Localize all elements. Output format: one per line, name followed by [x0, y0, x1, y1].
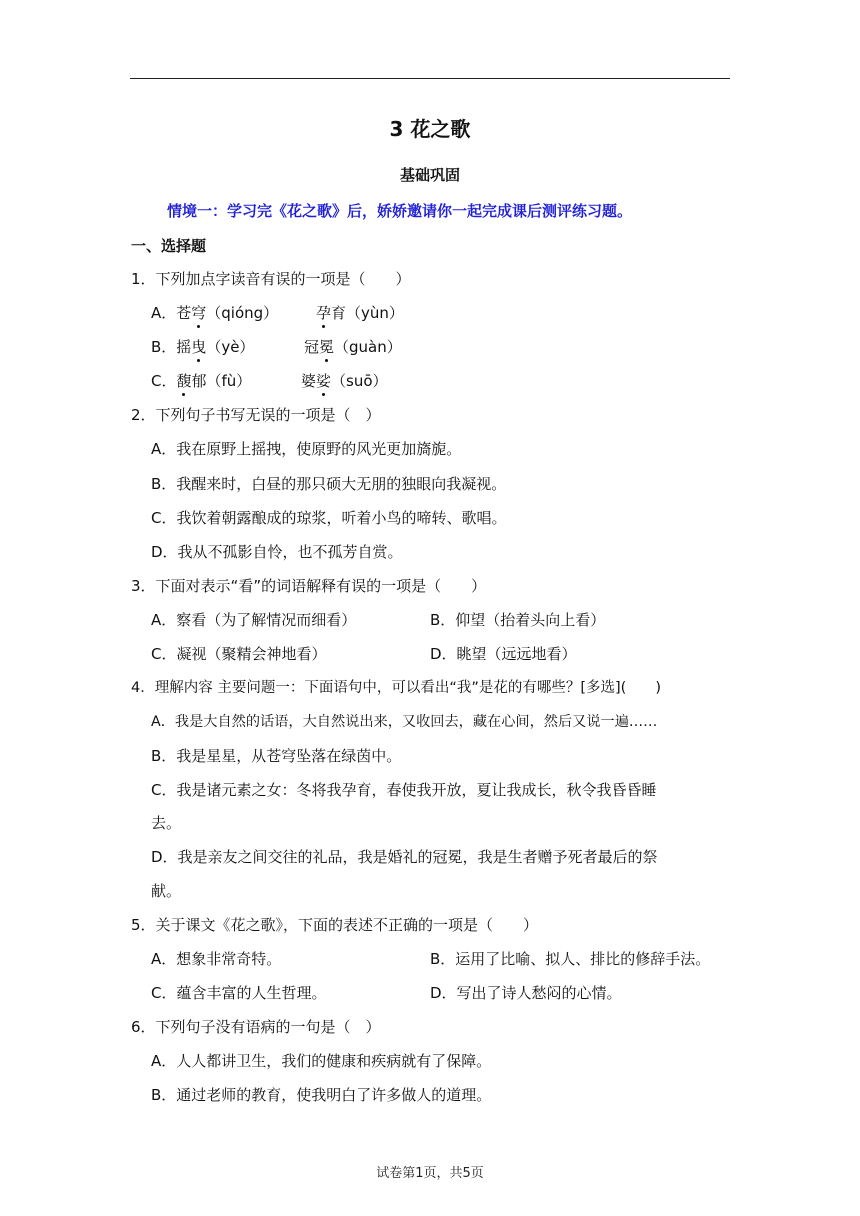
- question-3-option-d: D．眺望（远远地看）: [430, 645, 577, 663]
- option-text: C．: [151, 372, 177, 390]
- question-6-option-a: A．人人都讲卫生，我们的健康和疾病就有了保障。: [151, 1052, 492, 1070]
- question-3-option-b: B．仰望（抬着头向上看）: [430, 611, 606, 629]
- dotted-char: 穹: [191, 304, 207, 322]
- option-text: A．苍: [151, 304, 192, 322]
- question-1-option-a1: [151, 303, 278, 323]
- question-2-option-a: A．我在原野上摇拽，使原野的风光更加旖旎。: [151, 440, 462, 458]
- question-5-option-d: D．写出了诗人愁闷的心情。: [430, 984, 622, 1002]
- option-text: B．摇: [151, 338, 192, 356]
- option-text: （yè）: [206, 338, 255, 356]
- option-text: （qióng）: [206, 304, 279, 322]
- question-4-option-c-line2: 去。: [151, 814, 182, 832]
- question-4-option-c-line1: C．我是诸元素之女：冬将我孕育，春使我开放，夏让我成长，秋令我昏昏睡: [151, 781, 657, 799]
- question-5-option-c: C．蕴含丰富的人生哲理。: [151, 984, 327, 1002]
- question-4-option-b: B．我是星星，从苍穹坠落在绿茵中。: [151, 747, 402, 765]
- option-text: 郁（fù）: [191, 372, 252, 390]
- question-2-option-c: C．我饮着朝露酿成的琼浆，听着小鸟的啼转、歌唱。: [151, 509, 507, 527]
- option-text: （guàn）: [334, 338, 402, 356]
- question-6-stem: 6．下列句子没有语病的一句是（ ）: [131, 1018, 381, 1036]
- question-3-option-c: C．凝视（聚精会神地看）: [151, 645, 327, 663]
- question-1-option-b2: [304, 337, 402, 357]
- dotted-char: 冕: [319, 338, 335, 356]
- dotted-char: 娑: [316, 372, 332, 390]
- question-3-option-a: A．察看（为了解情况而细看）: [151, 611, 357, 629]
- section-subtitle: 基础巩固: [399, 166, 460, 184]
- question-4-stem: 4．理解内容 主要问题一：下面语句中，可以看出“我”是花的有哪些？[多选]( ): [131, 680, 661, 696]
- option-text: （suō）: [331, 372, 388, 390]
- option-text: 婆: [301, 372, 317, 390]
- section-heading: 一、选择题: [131, 237, 207, 255]
- question-1-option-c2: [301, 371, 388, 391]
- question-1-option-a2: [316, 303, 404, 323]
- question-3-stem: 3．下面对表示“看”的词语解释有误的一项是（ ）: [131, 577, 487, 595]
- page-footer: 试卷第1页，共5页: [376, 1166, 484, 1181]
- question-1-option-b1: [151, 337, 254, 357]
- question-6-option-b: B．通过老师的教育，使我明白了许多做人的道理。: [151, 1086, 492, 1104]
- option-text: 育（yùn）: [331, 304, 404, 322]
- question-4-option-d-line2: 献。: [151, 882, 182, 900]
- question-4-option-d-line1: D．我是亲友之间交往的礼品，我是婚礼的冠冕，我是生者赠予死者最后的祭: [151, 848, 658, 866]
- question-2-option-d: D．我从不孤影自怜，也不孤芳自赏。: [151, 543, 403, 561]
- question-5-option-a: A．想象非常奇特。: [151, 950, 282, 968]
- question-2-stem: 2．下列句子书写无误的一项是（ ）: [131, 406, 381, 424]
- context-prompt: 情境一：学习完《花之歌》后，娇娇邀请你一起完成课后测评练习题。: [167, 202, 633, 220]
- dotted-char: 曳: [191, 338, 207, 356]
- question-4-option-a: A．我是大自然的话语，大自然说出来，又收回去，藏在心间，然后又说一遍……: [151, 714, 658, 730]
- question-2-option-b: B．我醒来时，白昼的那只硕大无朋的独眼向我凝视。: [151, 475, 507, 493]
- page-title: 3 花之歌: [389, 117, 471, 141]
- question-1-stem: 1．下列加点字读音有误的一项是（ ）: [131, 270, 411, 288]
- header-rule: [130, 78, 730, 79]
- dotted-char: 馥: [176, 372, 192, 390]
- question-5-stem: 5．关于课文《花之歌》，下面的表述不正确的一项是（ ）: [131, 916, 539, 934]
- question-5-option-b: B．运用了比喻、拟人、排比的修辞手法。: [430, 950, 711, 968]
- option-text: 冠: [304, 338, 320, 356]
- dotted-char: 孕: [316, 304, 332, 322]
- question-1-option-c1: [151, 371, 251, 391]
